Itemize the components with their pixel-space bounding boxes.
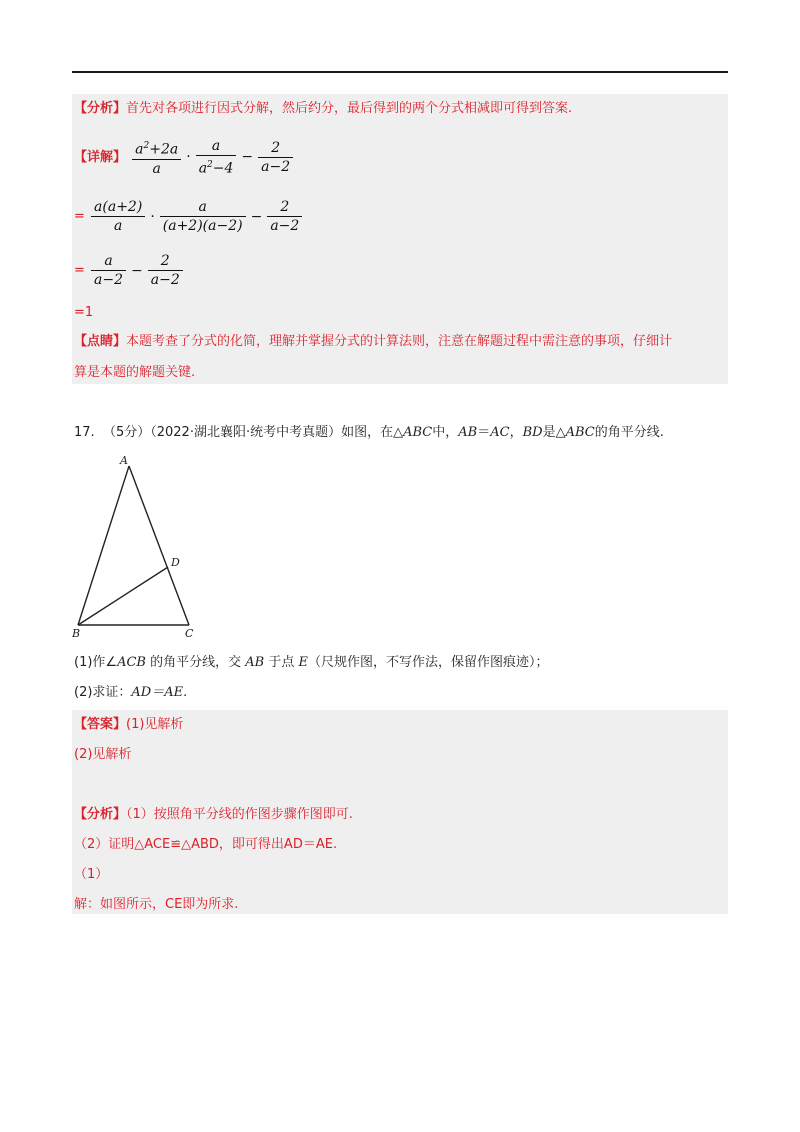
detail-row-1 [74, 137, 295, 178]
fraction: $\frac{a^2+2a}{a}$ [132, 137, 181, 178]
analysis2-line-1: 【分析】（1）按照角平分线的作图步骤作图即可. [74, 807, 353, 822]
detail-tag: 【详解】 [74, 149, 127, 165]
analysis2-line-4: 解：如图所示，CE即为所求. [74, 897, 239, 912]
answer-tag: 【答案】 [74, 717, 127, 732]
analysis-text: 首先对各项进行因式分解，然后约分，最后得到的两个分式相减即可得到答案. [126, 101, 573, 116]
segment-bd [78, 567, 168, 625]
expression-row-3: $\frac{a}{a-2}$ − $\frac{2}{a-2}$ [89, 263, 185, 279]
fraction: $\frac{a}{a^2-4}$ [196, 137, 237, 178]
fraction: $\frac{a(a+2)}{a}$ [91, 198, 145, 235]
analysis-line [74, 101, 572, 117]
question-17-stem: 17. （5分）（2022·湖北襄阳·统考中考真题）如图，在△ABC中，AB＝AC，BD是△ABC的角平分线. [74, 425, 664, 440]
fraction: $\frac{a}{(a+2)(a-2)}$ [160, 198, 246, 235]
analysis-tag: 【分析】 [74, 101, 127, 116]
answer-line-1: 【答案】(1)见解析 [74, 717, 184, 732]
detail-row-2: = $\frac{a(a+2)}{a}$ · $\frac{a}{(a+2)(a-2)}$ − $\frac{2}{a-2}$ [74, 198, 304, 235]
triangle-figure [68, 450, 208, 640]
detail-row-3: = $\frac{a}{a-2}$ − $\frac{2}{a-2}$ [74, 252, 185, 289]
result-line: =1 [74, 305, 94, 320]
analysis2-line-3: （1） [74, 867, 109, 882]
part-2: (2)求证：AD＝AE. [74, 685, 188, 700]
comment-line-2: 算是本题的解题关键. [74, 365, 196, 380]
comment-line-1: 【点睛】本题考查了分式的化简，理解并掌握分式的计算法则，注意在解题过程中需注意的事项，仔细计 [74, 334, 673, 349]
side-ac [129, 466, 189, 625]
label-c: C [185, 627, 194, 640]
expression-row-2: $\frac{a(a+2)}{a}$ · $\frac{a}{(a+2)(a-2)}$ − $\frac{2}{a-2}$ [89, 209, 304, 225]
fraction: $\frac{2}{a-2}$ [258, 139, 293, 176]
answer-line-2: (2)见解析 [74, 747, 132, 762]
header-rule [72, 71, 728, 73]
part-1: (1)作∠ACB 的角平分线，交 AB 于点 E（尺规作图，不写作法，保留作图痕迹）； [74, 655, 549, 670]
fraction: $\frac{2}{a-2}$ [267, 198, 302, 235]
comment-tag: 【点睛】 [74, 334, 127, 349]
label-a: A [120, 454, 128, 467]
side-ab [78, 466, 129, 625]
expression-row-1: $\frac{a^2+2a}{a}$ · $\frac{a}{a^2-4}$ − $\frac{2}{a-2}$ [130, 149, 295, 165]
label-d: D [171, 556, 180, 569]
fraction: $\frac{a}{a-2}$ [91, 252, 126, 289]
label-b: B [72, 627, 81, 640]
analysis2-tag: 【分析】 [74, 807, 127, 822]
analysis2-line-2: （2）证明△ACE≌△ABD，即可得出AD＝AE. [74, 837, 338, 852]
fraction: $\frac{2}{a-2}$ [148, 252, 183, 289]
